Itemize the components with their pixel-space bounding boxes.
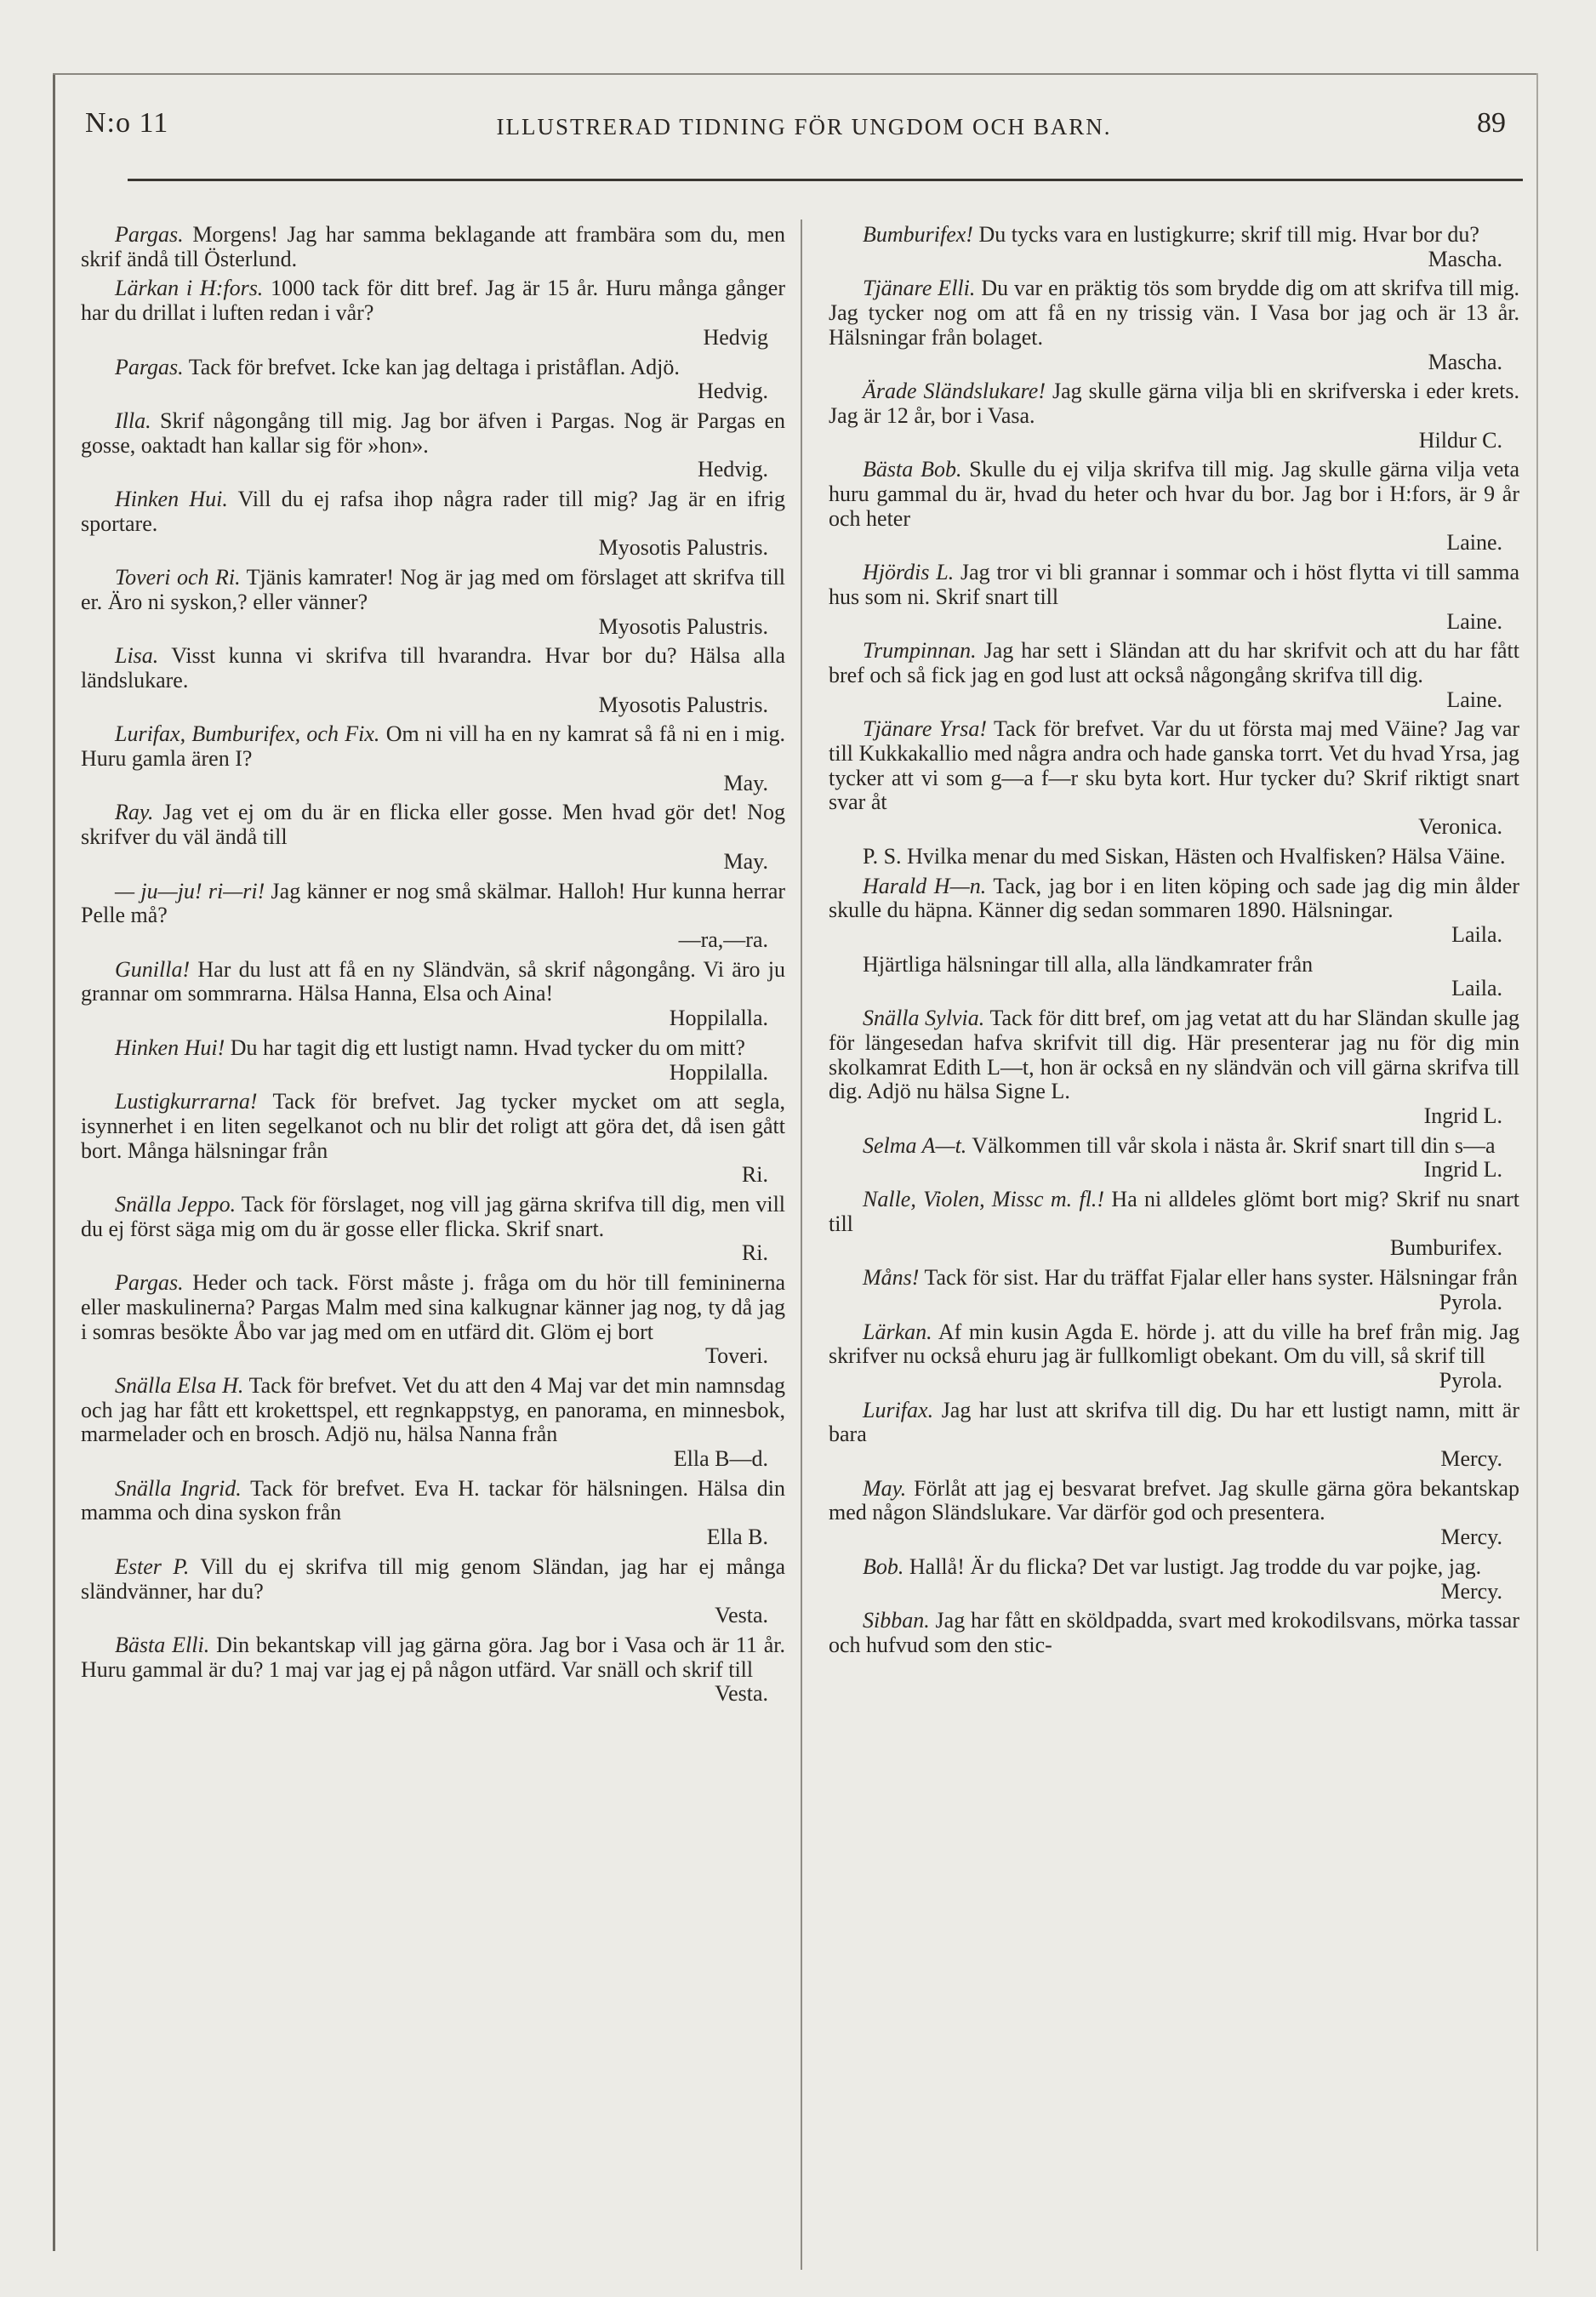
addressee-name: Bästa Elli. <box>115 1632 210 1657</box>
addressee-name: Hinken Hui! <box>115 1035 225 1060</box>
letter-entry <box>829 1266 1519 1314</box>
signature: Myosotis Palustris. <box>598 692 768 717</box>
page-edge-left <box>53 73 55 2251</box>
letter-text: Tack för brefvet. Var du ut första maj med Väine? Jag var till Kukkakallio med några andra och hade ganska torrt. Vet du hvad Yrsa, jag tycker att vi som g—a f—r sku byta kort. Hur tycker du? Skrif riktigt snart svar åt <box>829 716 1520 815</box>
letter-text: Skulle du ej vilja skrifva till mig. Jag skulle gärna vilja veta huru gammal du är, hvad du heter och hvar du bor. Jag bor i H:fors, är 9 år och heter <box>829 457 1520 531</box>
letter-text: Vill du ej skrifva till mig genom Sländan, jag har ej många sländvänner, har du? <box>81 1553 785 1604</box>
letter-entry <box>81 1090 785 1188</box>
signature: Ri. <box>741 1162 768 1188</box>
addressee-name: Lärkan i H:fors. <box>115 276 264 301</box>
signature: —ra,—ra. <box>678 926 768 952</box>
signature: Laine. <box>1446 530 1502 556</box>
addressee-name: Sibban. <box>863 1608 930 1633</box>
signature: Vesta. <box>715 1603 768 1628</box>
addressee-name: Bästa Bob. <box>863 457 962 482</box>
right-column <box>829 223 1519 1663</box>
signature: Hedvig. <box>697 457 768 482</box>
letter-entry <box>829 875 1519 948</box>
letter-text: Jag vet ej om du är en flicka eller gosse. Men hvad gör det! Nog skrifver du väl ändå till <box>81 800 785 850</box>
signature: Laine. <box>1446 687 1502 712</box>
signature: Hoppilalla. <box>669 1059 768 1085</box>
page-header <box>85 104 1523 155</box>
letter-entry <box>829 1006 1519 1129</box>
letter-text: Förlåt att jag ej besvarat brefvet. Jag skulle gärna göra bekantskap med någon Sländslukare. Var därför god och presentera. <box>829 1475 1519 1525</box>
addressee-name: Lärkan. <box>863 1319 932 1344</box>
letter-text: Jag har sett i Sländan att du har skrifvit och att du har fått bref och så fick jag en god lust att också någongång skrifva till dig. <box>829 638 1519 687</box>
signature: Myosotis Palustris. <box>598 613 768 639</box>
signature: Ella B—d. <box>673 1446 768 1472</box>
letter-text: Jag känner er nog små skälmar. Halloh! Hur kunna herrar Pelle må? <box>81 878 786 928</box>
addressee-name: Trumpinnan. <box>863 638 977 664</box>
addressee-name: Snälla Elsa H. <box>115 1372 244 1398</box>
letter-entry <box>829 1399 1519 1472</box>
header-rule <box>128 179 1523 181</box>
letter-entry <box>81 1633 785 1707</box>
letter-text: Morgens! Jag har samma beklagande att frambära som du, men skrif ändå till Österlund. <box>81 222 786 271</box>
addressee-name: Måns! <box>863 1265 920 1291</box>
letter-entry <box>829 1320 1519 1394</box>
letter-entry <box>829 1609 1519 1657</box>
signature: Toveri. <box>705 1343 768 1369</box>
signature: Laine. <box>1446 608 1502 634</box>
signature: Myosotis Palustris. <box>598 535 768 561</box>
addressee-name: Harald H—n. <box>863 873 987 898</box>
signature: Mercy. <box>1440 1446 1502 1472</box>
addressee-name: Bumburifex! <box>863 222 973 247</box>
letter-text: Ha ni alldeles glömt bort mig? Skrif nu snart till <box>829 1187 1520 1236</box>
signature: Laila. <box>1451 976 1502 1001</box>
letter-entry <box>81 1374 785 1472</box>
signature: Laila. <box>1451 921 1502 947</box>
signature: Mascha. <box>1428 246 1502 271</box>
signature: Ingrid L. <box>1423 1103 1502 1128</box>
letter-entry <box>81 722 785 795</box>
addressee-name: Lustigkurrarna! <box>115 1089 258 1114</box>
addressee-name: Lurifax, Bumburifex, och Fix. <box>115 721 380 747</box>
letter-text: Tack för brefvet. Icke kan jag deltaga i priståflan. Adjö. <box>188 354 680 379</box>
signature: Mercy. <box>1440 1525 1502 1550</box>
addressee-name: Nalle, Violen, Missc m. fl.! <box>863 1187 1105 1212</box>
signature: Mascha. <box>1428 349 1502 374</box>
addressee-name: Snälla Jeppo. <box>115 1192 237 1217</box>
letter-entry <box>81 1477 785 1550</box>
addressee-name: Pargas. <box>115 354 184 379</box>
letter-text: Du var en präktig tös som brydde dig om att skrifva till mig. Jag tycker nog om att få en ny trissig vän. I Vasa bor jag och är 13 år. Hälsningar från bolaget. <box>829 276 1519 350</box>
letter-text: Tack för ditt bref, om jag vetat att du har Sländan skulle jag för längesedan hafva skrifvit till dig. Här presenterar jag nu för dig min skolkamrat Edith L—t, hon är också en ny sländvän och vill gärna skrifva till dig. Adjö nu hälsa Signe L. <box>829 1006 1519 1104</box>
addressee-name: — ju—ju! ri—ri! <box>115 878 265 903</box>
signature: May. <box>723 848 768 874</box>
letter-entry <box>829 953 1519 1001</box>
letter-entry <box>81 644 785 717</box>
letter-text: Vill du ej rafsa ihop några rader till mig? Jag är en ifrig sportare. <box>81 487 785 536</box>
letter-text: Du har tagit dig ett lustigt namn. Hvad tycker du om mitt? <box>230 1035 745 1060</box>
letter-entry <box>829 276 1519 374</box>
letter-text: Jag skulle gärna vilja bli en skrifverska i eder krets. Jag är 12 år, bor i Vasa. <box>829 379 1520 428</box>
letter-text: Tjänis kamrater! Nog är jag med om förslaget att skrifva till er. Äro ni syskon,? eller vänner? <box>81 565 786 614</box>
addressee-name: Ray. <box>115 800 154 825</box>
letter-entry <box>81 958 785 1031</box>
addressee-name: Snälla Ingrid. <box>115 1475 242 1501</box>
addressee-name: May. <box>863 1475 907 1501</box>
letter-entry <box>81 566 785 639</box>
letter-text: Jag har fått en sköldpadda, svart med krokodilsvans, mörka tassar och hufvud som den stic- <box>829 1608 1520 1657</box>
page-edge-right <box>1536 73 1538 2251</box>
letter-text: 1000 tack för ditt bref. Jag är 15 år. Huru många gånger har du drillat i luften redan i vår? <box>81 276 785 326</box>
signature: Ella B. <box>706 1525 768 1550</box>
letter-entry <box>81 1271 785 1369</box>
letter-entry <box>81 409 785 482</box>
addressee-name: Bob. <box>863 1553 904 1579</box>
letter-text: Tack för brefvet. Vet du att den 4 Maj var det min namnsdag och jag har fått ett krokettspel, ett regnkappstyg, en panorama, en minnesbok, marmelader och en brosch. Adjö nu, hälsa Nanna från <box>81 1372 786 1447</box>
letter-text: Välkommen till vår skola i nästa år. Skrif snart till din s—a <box>972 1132 1496 1158</box>
signature: Hoppilalla. <box>669 1006 768 1031</box>
letter-entry <box>829 717 1519 840</box>
addressee-name: Selma A—t. <box>863 1132 967 1158</box>
addressee-name: Toveri och Ri. <box>115 565 241 590</box>
letter-entry <box>81 1193 785 1266</box>
addressee-name: Ärade Sländslukare! <box>863 379 1046 404</box>
publication-title: ILLUSTRERAD TIDNING FÖR UNGDOM OCH BARN. <box>496 114 1112 140</box>
letter-text: Har du lust att få en ny Sländvän, så skrif någongång. Vi äro ju grannar om sommrarna. Hälsa Hanna, Elsa och Aina! <box>81 956 785 1006</box>
letter-entry <box>829 639 1519 712</box>
letter-entry <box>829 1134 1519 1183</box>
letter-entry <box>829 561 1519 634</box>
addressee-name: Ester P. <box>115 1553 190 1579</box>
signature: Bumburifex. <box>1389 1235 1502 1261</box>
signature: Veronica. <box>1418 814 1502 840</box>
addressee-name: Illa. <box>115 408 151 433</box>
letter-text: Skrif någongång till mig. Jag bor äfven i Pargas. Nog är Pargas en gosse, oaktadt han kallar sig för »hon». <box>81 408 785 458</box>
letter-text: Du tycks vara en lustigkurre; skrif till mig. Hvar bor du? <box>978 222 1479 247</box>
letter-entry <box>81 487 785 561</box>
signature: Pyrola. <box>1439 1367 1502 1393</box>
letter-entry <box>81 1036 785 1085</box>
letter-entry <box>81 801 785 874</box>
letter-text: Hjärtliga hälsningar till alla, alla ländkamrater från <box>863 951 1314 977</box>
letter-text: P. S. Hvilka menar du med Siskan, Hästen och Hvalfisken? Hälsa Väine. <box>863 843 1506 869</box>
issue-number: N:o 11 <box>85 107 169 139</box>
letter-text: Tack för brefvet. Jag tycker mycket om att segla, isynnerhet i en liten segelkanot och nu blir det roligt att göra det, då isen gått bort. Många hälsningar från <box>81 1089 785 1163</box>
letter-text: Af min kusin Agda E. hörde j. att du ville ha bref från mig. Jag skrifver nu också ehuru jag är fullkomligt obekant. Om du vill, så skrif till <box>829 1319 1519 1369</box>
signature: May. <box>723 770 768 795</box>
letter-text: Tack, jag bor i en liten köping och sade jag dig min ålder skulle du häpna. Känner dig sedan sommaren 1890. Hälsningar. <box>829 873 1520 923</box>
page-number: 89 <box>1477 107 1506 139</box>
signature: Ingrid L. <box>1423 1157 1502 1183</box>
letter-entry <box>81 1555 785 1628</box>
letter-text: Tack för brefvet. Eva H. tackar för hälsningen. Hälsa din mamma och dina syskon från <box>81 1475 786 1525</box>
addressee-name: Pargas. <box>115 222 184 247</box>
addressee-name: Hinken Hui. <box>115 487 228 512</box>
signature: Ri. <box>741 1240 768 1266</box>
letter-entry <box>829 379 1519 453</box>
signature: Vesta. <box>715 1681 768 1707</box>
addressee-name: Lisa. <box>115 643 159 669</box>
letter-entry <box>81 223 785 271</box>
signature: Hedvig. <box>697 379 768 404</box>
letter-entry <box>81 356 785 404</box>
letter-text: Jag tror vi bli grannar i sommar och i höst flytta vi till samma hus som ni. Skrif snart till <box>829 560 1520 609</box>
letter-text: Hallå! Är du flicka? Det var lustigt. Jag trodde du var pojke, jag. <box>909 1553 1482 1579</box>
addressee-name: Snälla Sylvia. <box>863 1006 985 1031</box>
page-edge-top <box>53 73 1537 75</box>
addressee-name: Hjördis L. <box>863 560 955 585</box>
letter-text: Heder och tack. Först måste j. fråga om du hör till femininerna eller maskulinerna? Pargas Malm med sina kalkugnar känner jag nog, ty då jag i somras besökte Åbo var jag med om en utfärd dit. Glöm ej bort <box>81 1270 786 1344</box>
left-column <box>81 223 785 1712</box>
letter-entry <box>829 223 1519 271</box>
letter-text: Om ni vill ha en ny kamrat så få ni en i mig. Huru gamla ären I? <box>81 721 786 772</box>
addressee-name: Lurifax. <box>863 1397 934 1422</box>
letter-entry <box>829 1477 1519 1550</box>
addressee-name: Pargas. <box>115 1270 184 1296</box>
signature: Hedvig <box>703 324 768 350</box>
letter-text: Din bekantskap vill jag gärna göra. Jag bor i Vasa och är 11 år. Huru gammal är du? 1 maj var jag ej på någon utfärd. Var snäll och skrif till <box>81 1632 786 1682</box>
letter-text: Visst kunna vi skrifva till hvarandra. Hvar bor du? Hälsa alla ländslukare. <box>81 643 786 693</box>
letter-text: Tack för sist. Har du träffat Fjalar eller hans syster. Hälsningar från <box>924 1265 1518 1291</box>
letter-text: Tack för förslaget, nog vill jag gärna skrifva till dig, men vill du ej först säga mig om du är gosse eller flicka. Skrif snart. <box>81 1192 786 1241</box>
addressee-name: Tjänare Elli. <box>863 276 976 301</box>
addressee-name: Tjänare Yrsa! <box>863 716 988 742</box>
signature: Pyrola. <box>1439 1289 1502 1314</box>
column-divider <box>801 219 802 2270</box>
letter-entry <box>81 276 785 350</box>
letter-entry <box>829 845 1519 869</box>
letter-entry <box>81 880 785 953</box>
letter-entry <box>829 1188 1519 1261</box>
letter-text: Jag har lust att skrifva till dig. Du har ett lustigt namn, mitt är bara <box>829 1397 1520 1447</box>
letter-entry <box>829 458 1519 556</box>
signature: Mercy. <box>1440 1578 1502 1604</box>
addressee-name: Gunilla! <box>115 956 191 982</box>
signature: Hildur C. <box>1418 427 1502 453</box>
letter-entry <box>829 1555 1519 1604</box>
